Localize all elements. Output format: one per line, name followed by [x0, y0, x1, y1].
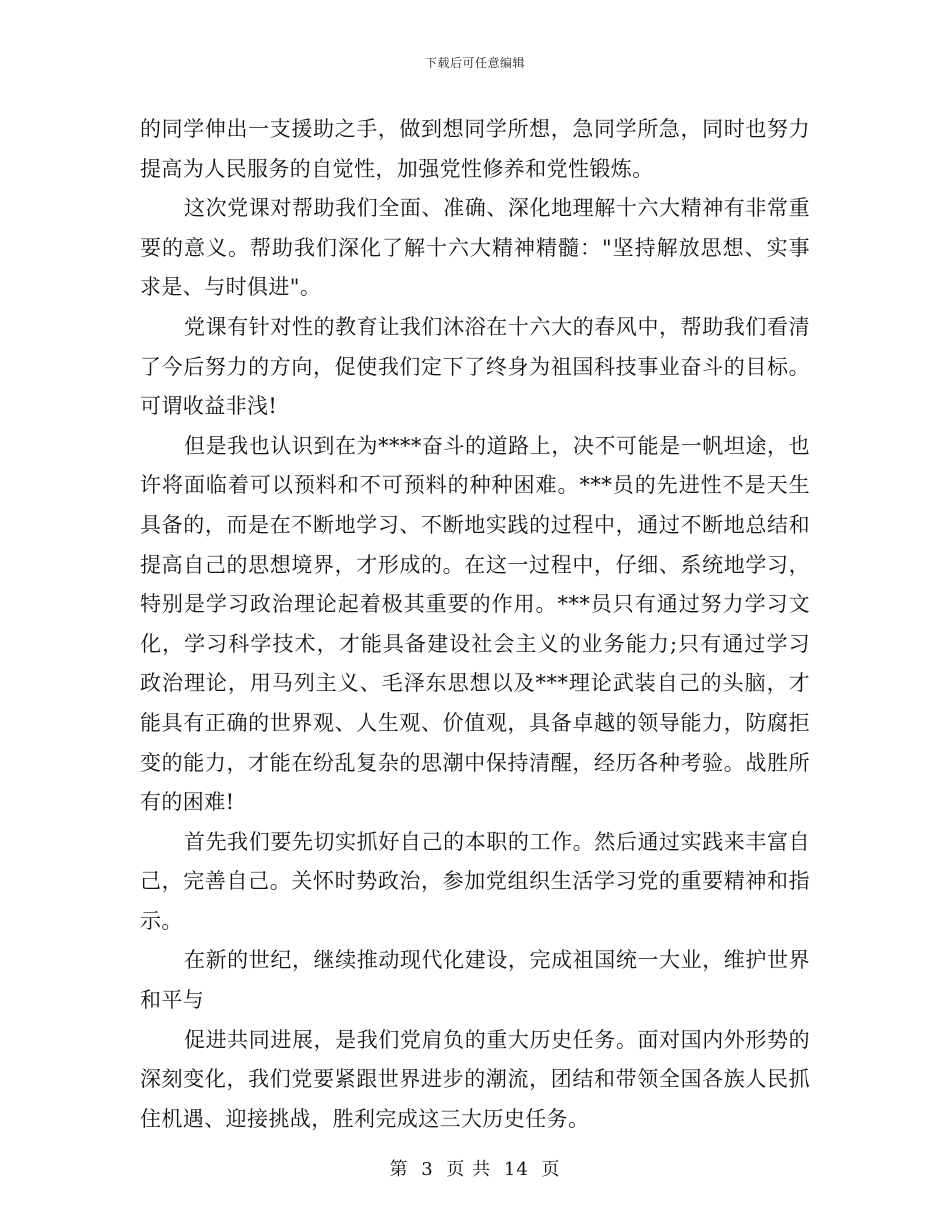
footer-middle: 页 共: [446, 1159, 492, 1180]
paragraph: 在新的世纪，继续推动现代化建设，完成祖国统一大业，维护世界和平与: [140, 948, 810, 1013]
paragraph-continuation: 的同学伸出一支援助之手，做到想同学所想，急同学所急，同时也努力提高为人民服务的自觉性，加强党性修养和党性锻炼。: [140, 117, 810, 181]
footer-suffix: 页: [541, 1159, 561, 1180]
paragraph: 这次党课对帮助我们全面、准确、深化地理解十六大精神有非常重要的意义。帮助我们深化了解十六大精神精髓："坚持解放思想、实事求是、与时俱进"。: [140, 196, 810, 300]
page-footer: [0, 1155, 950, 1181]
page-header: 下载后可任意编辑: [424, 56, 525, 70]
footer-prefix: 第: [389, 1159, 409, 1180]
paragraph: 首先我们要先切实抓好自己的本职的工作。然后通过实践来丰富自己，完善自己。关怀时势政治，参加党组织生活学习党的重要精神和指示。: [140, 829, 810, 933]
paragraph: 促进共同进展，是我们党肩负的重大历史任务。面对国内外形势的深刻变化，我们党要紧跟世界进步的潮流，团结和带领全国各族人民抓住机遇、迎接挑战，胜利完成这三大历史任务。: [140, 1027, 810, 1131]
current-page-number: 3: [421, 1159, 434, 1180]
total-page-count: 14: [503, 1159, 529, 1180]
paragraph: 但是我也认识到在为****奋斗的道路上，决不可能是一帆坦途，也许将面临着可以预料和不可预料的种种困难。***员的先进性不是天生具备的，而是在不断地学习、不断地实践的过程中，通过不断地总结和提高自己的思想境界，才形成的。在这一过程中，仔细、系统地学习，特别是学习政治理论起着极其重要的作用。***员只有通过努力学习文化，学习科学技术，才能具备建设社会主义的业务能力;只有通过学习政治理论，用马列主义、毛泽东思想以及***理论武装自己的头脑，才能具有正确的世界观、人生观、价值观，具备卓越的领导能力，防腐拒变的能力，才能在纷乱复杂的思潮中保持清醒，经历各种考验。战胜所有的困难!: [140, 433, 810, 815]
document-body: [140, 110, 810, 1139]
paragraph: 党课有针对性的教育让我们沐浴在十六大的春风中，帮助我们看清了今后努力的方向，促使我们定下了终身为祖国科技事业奋斗的目标。可谓收益非浅!: [140, 314, 810, 419]
